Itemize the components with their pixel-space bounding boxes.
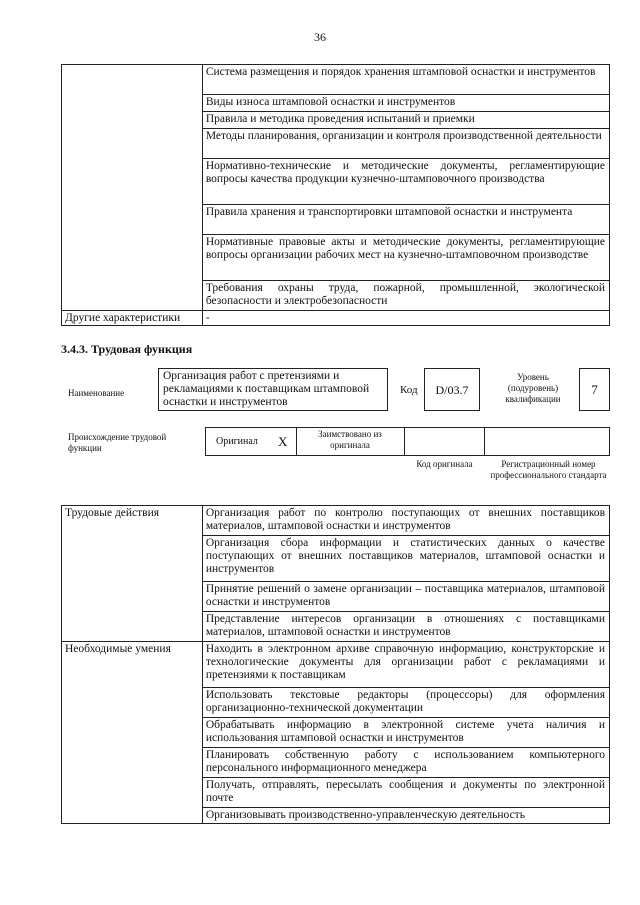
- table-cell: Система размещения и порядок хранения штамповой оснастки и инструментов: [202, 65, 609, 95]
- function-table: [61, 505, 610, 824]
- origin-box: [205, 427, 610, 456]
- table-row: [62, 311, 610, 326]
- original-mark: X: [278, 434, 288, 449]
- code-label: Код: [400, 384, 418, 396]
- origin-label: Происхождение трудовой функции: [68, 432, 167, 453]
- table-row: [62, 642, 610, 688]
- table-cell: Требования охраны труда, пожарной, промышленной, экологической безопасности и электробезопасности: [202, 281, 609, 311]
- table-cell: Обрабатывать информацию в электронной системе учета наличия и использования штамповой оснастки и инструментов: [202, 718, 609, 748]
- table-cell: Организация сбора информации и статистических данных о качестве поступающих от внешних поставщиков материалов, штамповой оснастки и инструментов: [202, 536, 609, 582]
- table-label-cell: Необходимые умения: [62, 642, 203, 824]
- divider: [296, 427, 297, 456]
- table-label-cell: [62, 65, 203, 311]
- table-cell: Получать, отправлять, пересылать сообщения и документы по электронной почте: [202, 778, 609, 808]
- table-cell: Правила хранения и транспортировки штамповой оснастки и инструмента: [202, 205, 609, 235]
- table-cell: Методы планирования, организации и контроля производственной деятельности: [202, 129, 609, 159]
- name-label: Наименование: [68, 388, 125, 398]
- table-cell: Правила и методика проведения испытаний и приемки: [202, 112, 609, 129]
- table-cell: Использовать текстовые редакторы (процессоры) для оформления организационно-технической документации: [202, 688, 609, 718]
- table-cell: Организация работ по контролю поступающих от внешних поставщиков материалов, штамповой оснастки и инструментов: [202, 506, 609, 536]
- code-value-box: D/03.7: [424, 368, 480, 411]
- table-row: [62, 65, 610, 95]
- original-label: Оригинал: [216, 436, 258, 447]
- table-cell: Организовывать производственно-управленческую деятельность: [202, 808, 609, 824]
- level-label: Уровень (подуровень) квалификации: [505, 372, 561, 404]
- table-cell: -: [202, 311, 609, 326]
- page-number: 36: [314, 30, 326, 44]
- reg-number-label: Регистрационный номер профессионального стандарта: [490, 459, 607, 480]
- table-label-cell: Другие характеристики: [62, 311, 203, 326]
- table-cell: Принятие решений о замене организации – поставщика материалов, штамповой оснастки и инструментов: [202, 582, 609, 612]
- level-value-box: 7: [579, 368, 610, 411]
- function-name-box: Организация работ с претензиями и рекламациями к поставщикам штамповой оснастки и инструментов: [158, 368, 388, 411]
- borrowed-label: Заимствовано из оригинала: [318, 429, 382, 450]
- table-cell: Нормативно-технические и методические документы, регламентирующие вопросы качества продукции кузнечно-штамповочного производства: [202, 159, 609, 205]
- section-title: 3.4.3. Трудовая функция: [61, 342, 193, 356]
- table-cell: Представление интересов организации в отношениях с поставщиками материалов, штамповой оснастки и инструментов: [202, 612, 609, 642]
- table-cell: Планировать собственную работу с использованием компьютерного персонального информационного менеджера: [202, 748, 609, 778]
- table-row: [62, 506, 610, 536]
- divider: [484, 427, 485, 456]
- table-cell: Находить в электронном архиве справочную информацию, конструкторские и технологические документы для организации работ с рекламациями и претензиями к поставщикам: [202, 642, 609, 688]
- table-cell: Виды износа штамповой оснастки и инструментов: [202, 95, 609, 112]
- table-label-cell: Трудовые действия: [62, 506, 203, 642]
- origin-code-label: Код оригинала: [416, 459, 473, 469]
- divider: [404, 427, 405, 456]
- knowledge-table: [61, 64, 610, 326]
- table-cell: Нормативные правовые акты и методические документы, регламентирующие вопросы организации рабочих мест на кузнечно-штамповочном производстве: [202, 235, 609, 281]
